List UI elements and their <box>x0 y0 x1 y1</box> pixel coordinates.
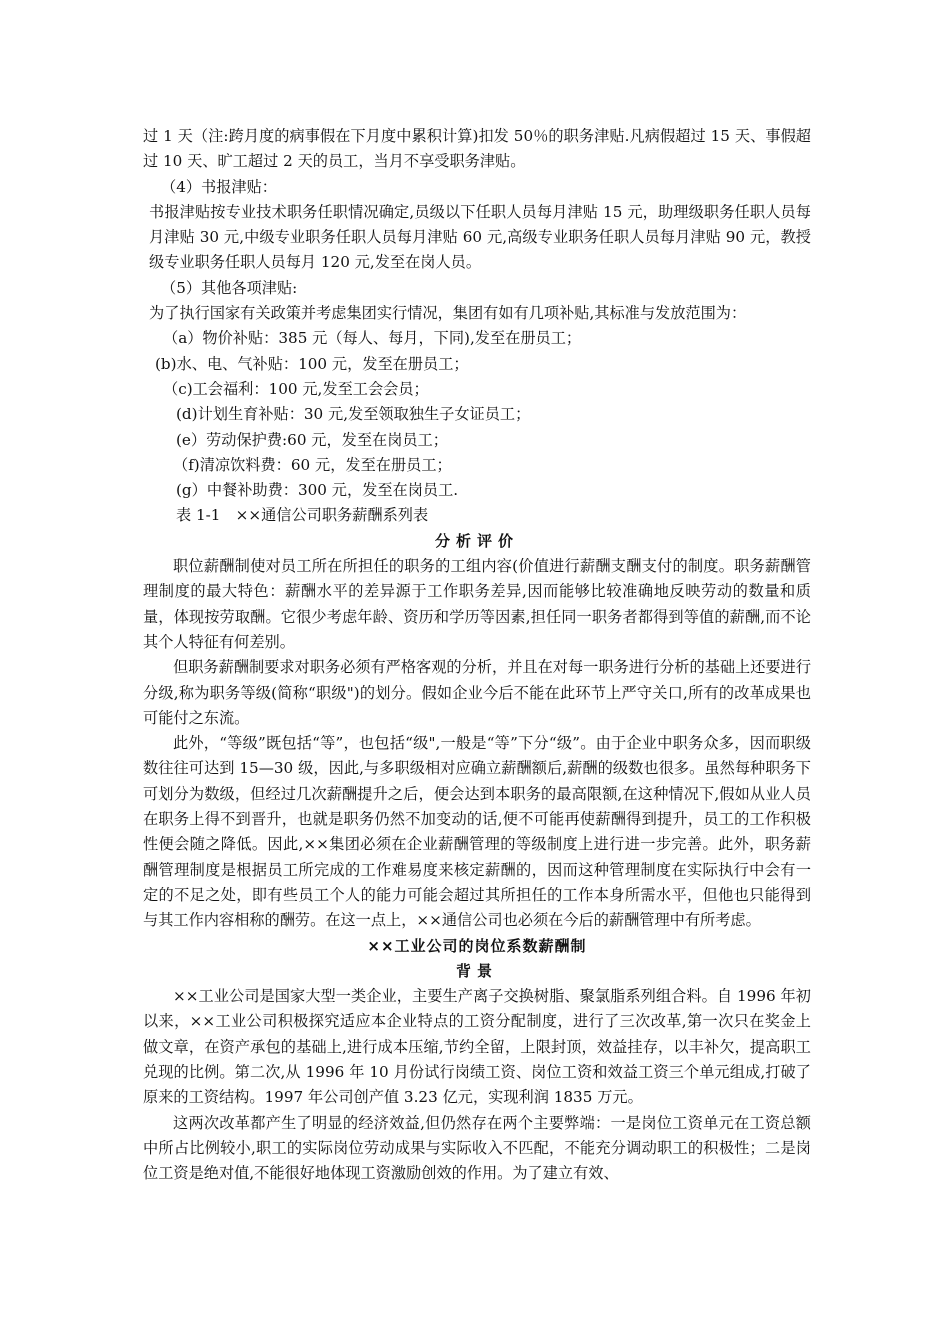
allowance-item-e: (e）劳动保护费:60 元，发至在岗员工； <box>176 430 448 449</box>
allowance-item-d: (d)计划生育补贴：30 元,发至领取独生子女证员工； <box>176 405 531 424</box>
section-5-intro: 为了执行国家有关政策并考虑集团实行情况，集团有如有几项补贴,其标准与发放范围为： <box>149 304 747 323</box>
allowance-item-a: （a）物价补贴：385 元（每人、每月，下同),发至在册员工； <box>163 329 582 348</box>
section-4-body: 书报津贴按专业技术职务任职情况确定,员级以下任职人员每月津贴 15 元，助理级职务任职人员每月津贴 30 元,中级专业职务任职人员每月津贴 60 元,高级专业职务任职人员每月津贴 90 元，教授级专业职务任职人员每月 120 元,发至在岗人员。 <box>149 202 811 272</box>
analysis-paragraph-3: 此外，“等级”既包括“等”，也包括“级",一般是“等”下分“级”。由于企业中职务众多，因而职级数往往可达到 15—30 级，因此,与多职级相对应确立薪酬额后,薪酬的级数也很多。虽然每种职务下可划分为数级，但经过几次薪酬提升之后，便会达到本职务的最高限额,在这种情况下,假如从业人员在职务上得不到晋升，也就是职务仍然不加变动的话,便不可能再使薪酬得到提升，员工的工作积极性便会随之降低。因此,××集团必须在企业薪酬管理的等级制度上进行进一步完善。此外，职务薪酬管理制度是根据员工所完成的工作难易度来核定薪酬的，因而这种管理制度在实际执行中会有一定的不足之处，即有些员工个人的能力可能会超过其所担任的工作本身所需水平，但他也只能得到与其工作内容相称的酬劳。在这一点上，××通信公司也必须在今后的薪酬管理中有所考虑。 <box>143 734 811 930</box>
continued-paragraph: 过 1 天（注:跨月度的病事假在下月度中累积计算)扣发 50％的职务津贴.凡病假超过 15 天、事假超过 10 天、旷工超过 2 天的员工，当月不享受职务津贴。 <box>143 127 811 171</box>
allowance-item-f: （f)清凉饮料费：60 元，发至在册员工； <box>173 455 452 474</box>
allowance-item-b: (b)水、电、气补贴：100 元，发至在册员工； <box>155 354 469 373</box>
background-heading: 背景 <box>455 961 498 980</box>
background-paragraph-2: 这两次改革都产生了明显的经济效益,但仍然存在两个主要弊端：一是岗位工资单元在工资总额中所占比例较小,职工的实际岗位劳动成果与实际收入不匹配，不能充分调动职工的积极性；二是岗位工资是绝对值,不能很好地体现工资激励创效的作用。为了建立有效、 <box>143 1113 811 1183</box>
analysis-paragraph-1: 职位薪酬制使对员工所在所担任的职务的工组内容(价值进行薪酬支酬支付的制度。职务薪酬管理制度的最大特色：薪酬水平的差异源于工作职务差异,因而能够比较准确地反映劳动的数量和质量，体现按劳取酬。它很少考虑年龄、资历和学历等因素,担任同一职务者都得到等值的薪酬,而不论其个人特征有何差别。 <box>143 557 811 651</box>
allowance-item-c: （c)工会福利：100 元,发至工会会员； <box>163 379 429 398</box>
section-4-title: （4）书报津贴： <box>161 177 277 196</box>
allowance-item-g: (g）中餐补助费：300 元，发至在岗员工. <box>176 481 459 500</box>
case-heading: ××工业公司的岗位系数薪酬制 <box>367 936 587 955</box>
document-page <box>143 124 811 1186</box>
background-paragraph-1: ××工业公司是国家大型一类企业，主要生产离子交换树脂、聚氯脂系列组合料。自 1996 年初以来，××工业公司积极探究适应本企业特点的工资分配制度，进行了三次改革,第一次只在奖金上做文章，在资产承包的基础上,进行成本压缩,节约全留，上限封顶，效益挂存，以丰补欠，提高职工兑现的比例。第二次,从 1996 年 10 月份试行岗绩工资、岗位工资和效益工资三个单元组成,打破了原来的工资结构。1997 年公司创产值 3.23 亿元，实现利润 1835 万元。 <box>143 987 811 1107</box>
analysis-heading: 分析评价 <box>434 531 519 550</box>
section-5-title: （5）其他各项津贴: <box>161 278 298 297</box>
table-caption: 表 1-1 ××通信公司职务薪酬系列表 <box>176 506 429 525</box>
analysis-paragraph-2: 但职务薪酬制要求对职务必须有严格客观的分析，并且在对每一职务进行分析的基础上还要进行分级,称为职务等级(简称“职级")的划分。假如企业今后不能在此环节上严守关口,所有的改革成果也可能付之东流。 <box>143 658 811 727</box>
